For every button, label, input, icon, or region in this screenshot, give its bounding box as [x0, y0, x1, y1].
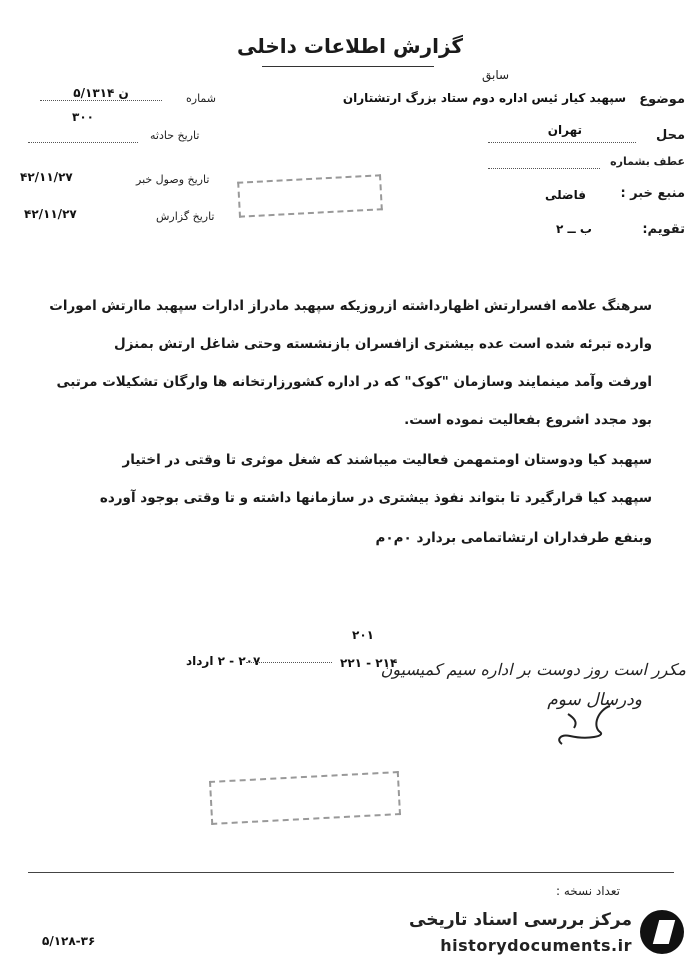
report-date-label: تاریخ گزارش [156, 210, 215, 223]
body-line-2: وارده تبرئه شده است عده بیشتری ازافسران بازنشسته وحتی شاغل ارتش بمنزل [114, 336, 652, 352]
archive-watermark [378, 906, 688, 962]
rating-label: تقویم: [642, 222, 685, 237]
body-line-4: بود مجدد اشروع بفعالیت نموده است. [404, 412, 652, 428]
body-line-5: سپهبد کیا ودوستان اومتمهمن فعالیت میباشند که شغل موثری تا وقتی در اختیار [122, 452, 652, 468]
number-label: شماره [186, 92, 217, 105]
source-label: منبع خبر : [620, 186, 685, 201]
footer-rule [28, 872, 674, 873]
body-line-6: سپهبد کیا قرارگیرد تا بتواند نفوذ بیشتری در سازمانها داشته و تا وقتی بوجود آورده [99, 490, 652, 506]
ref-left-underline [246, 662, 332, 663]
rating-value: ب ــ ۲ [556, 222, 592, 236]
incident-date-value [28, 142, 138, 143]
archive-logo-icon [640, 910, 684, 954]
handwritten-note-2: ودرسال سوم [547, 690, 642, 710]
subject-value: سپهبد کیار ئیس اداره دوم ستاد بزرگ ارتشتاران [342, 91, 626, 105]
number-value: ۵/۱۳۱۴ ن [40, 86, 162, 101]
location-value: تهران [547, 123, 582, 137]
confidential-stamp-top [237, 174, 383, 217]
archive-name-fa: مرکز بررسی اسناد تاریخی [409, 910, 632, 930]
location-label: محل [655, 128, 685, 143]
ref-left: ۲۰۷ - ۲ ارداد [186, 654, 261, 668]
subject-prefix: سابق [482, 68, 510, 82]
title-underline [262, 66, 434, 67]
signature [548, 700, 618, 748]
source-value: فاضلی [545, 188, 586, 202]
receipt-date-label: تاریخ وصول خبر [136, 173, 210, 186]
body-line-7: وبنفع طرفداران ارتشاتمامی بردارد ۰م۰م [375, 530, 652, 546]
number-sub: ۳۰۰ [72, 110, 94, 124]
reference-underline [488, 168, 600, 169]
subject-label: موضوع [639, 92, 685, 107]
ref-mid: ۲۲۱ - ۲۱۴ [340, 656, 398, 670]
archive-url: historydocuments.ir [440, 936, 632, 955]
reference-label: عطف بشماره [610, 155, 685, 168]
copies-label: تعداد نسخه : [555, 884, 620, 898]
document-title: گزارش اطلاعات داخلی [236, 34, 464, 58]
document-code: ۵/۱۲۸-۳۶ [42, 934, 96, 948]
body-line-3: اورفت وآمد مینمایند وسازمان "کوک" که در اداره کشورزارتخانه ها وارگان تشکیلات مرتبی [56, 374, 652, 390]
body-line-1: سرهنگ علامه افسرارتش اظهارداشته ازروزیکه سپهبد مادراز ادارات سپهبد ماارتش امورات [49, 298, 652, 314]
incident-date-label: تاریخ حادثه [150, 129, 200, 142]
report-date-value: ۴۲/۱۱/۲۷ [24, 207, 77, 221]
receipt-date-value: ۴۲/۱۱/۲۷ [20, 170, 73, 184]
ref-top: ۲۰۱ [352, 628, 374, 642]
handwritten-note-1: مکرر است روز دوست بر اداره سیم کمیسیون [380, 660, 686, 679]
confidential-stamp-bottom [209, 771, 401, 825]
location-underline [488, 142, 636, 143]
